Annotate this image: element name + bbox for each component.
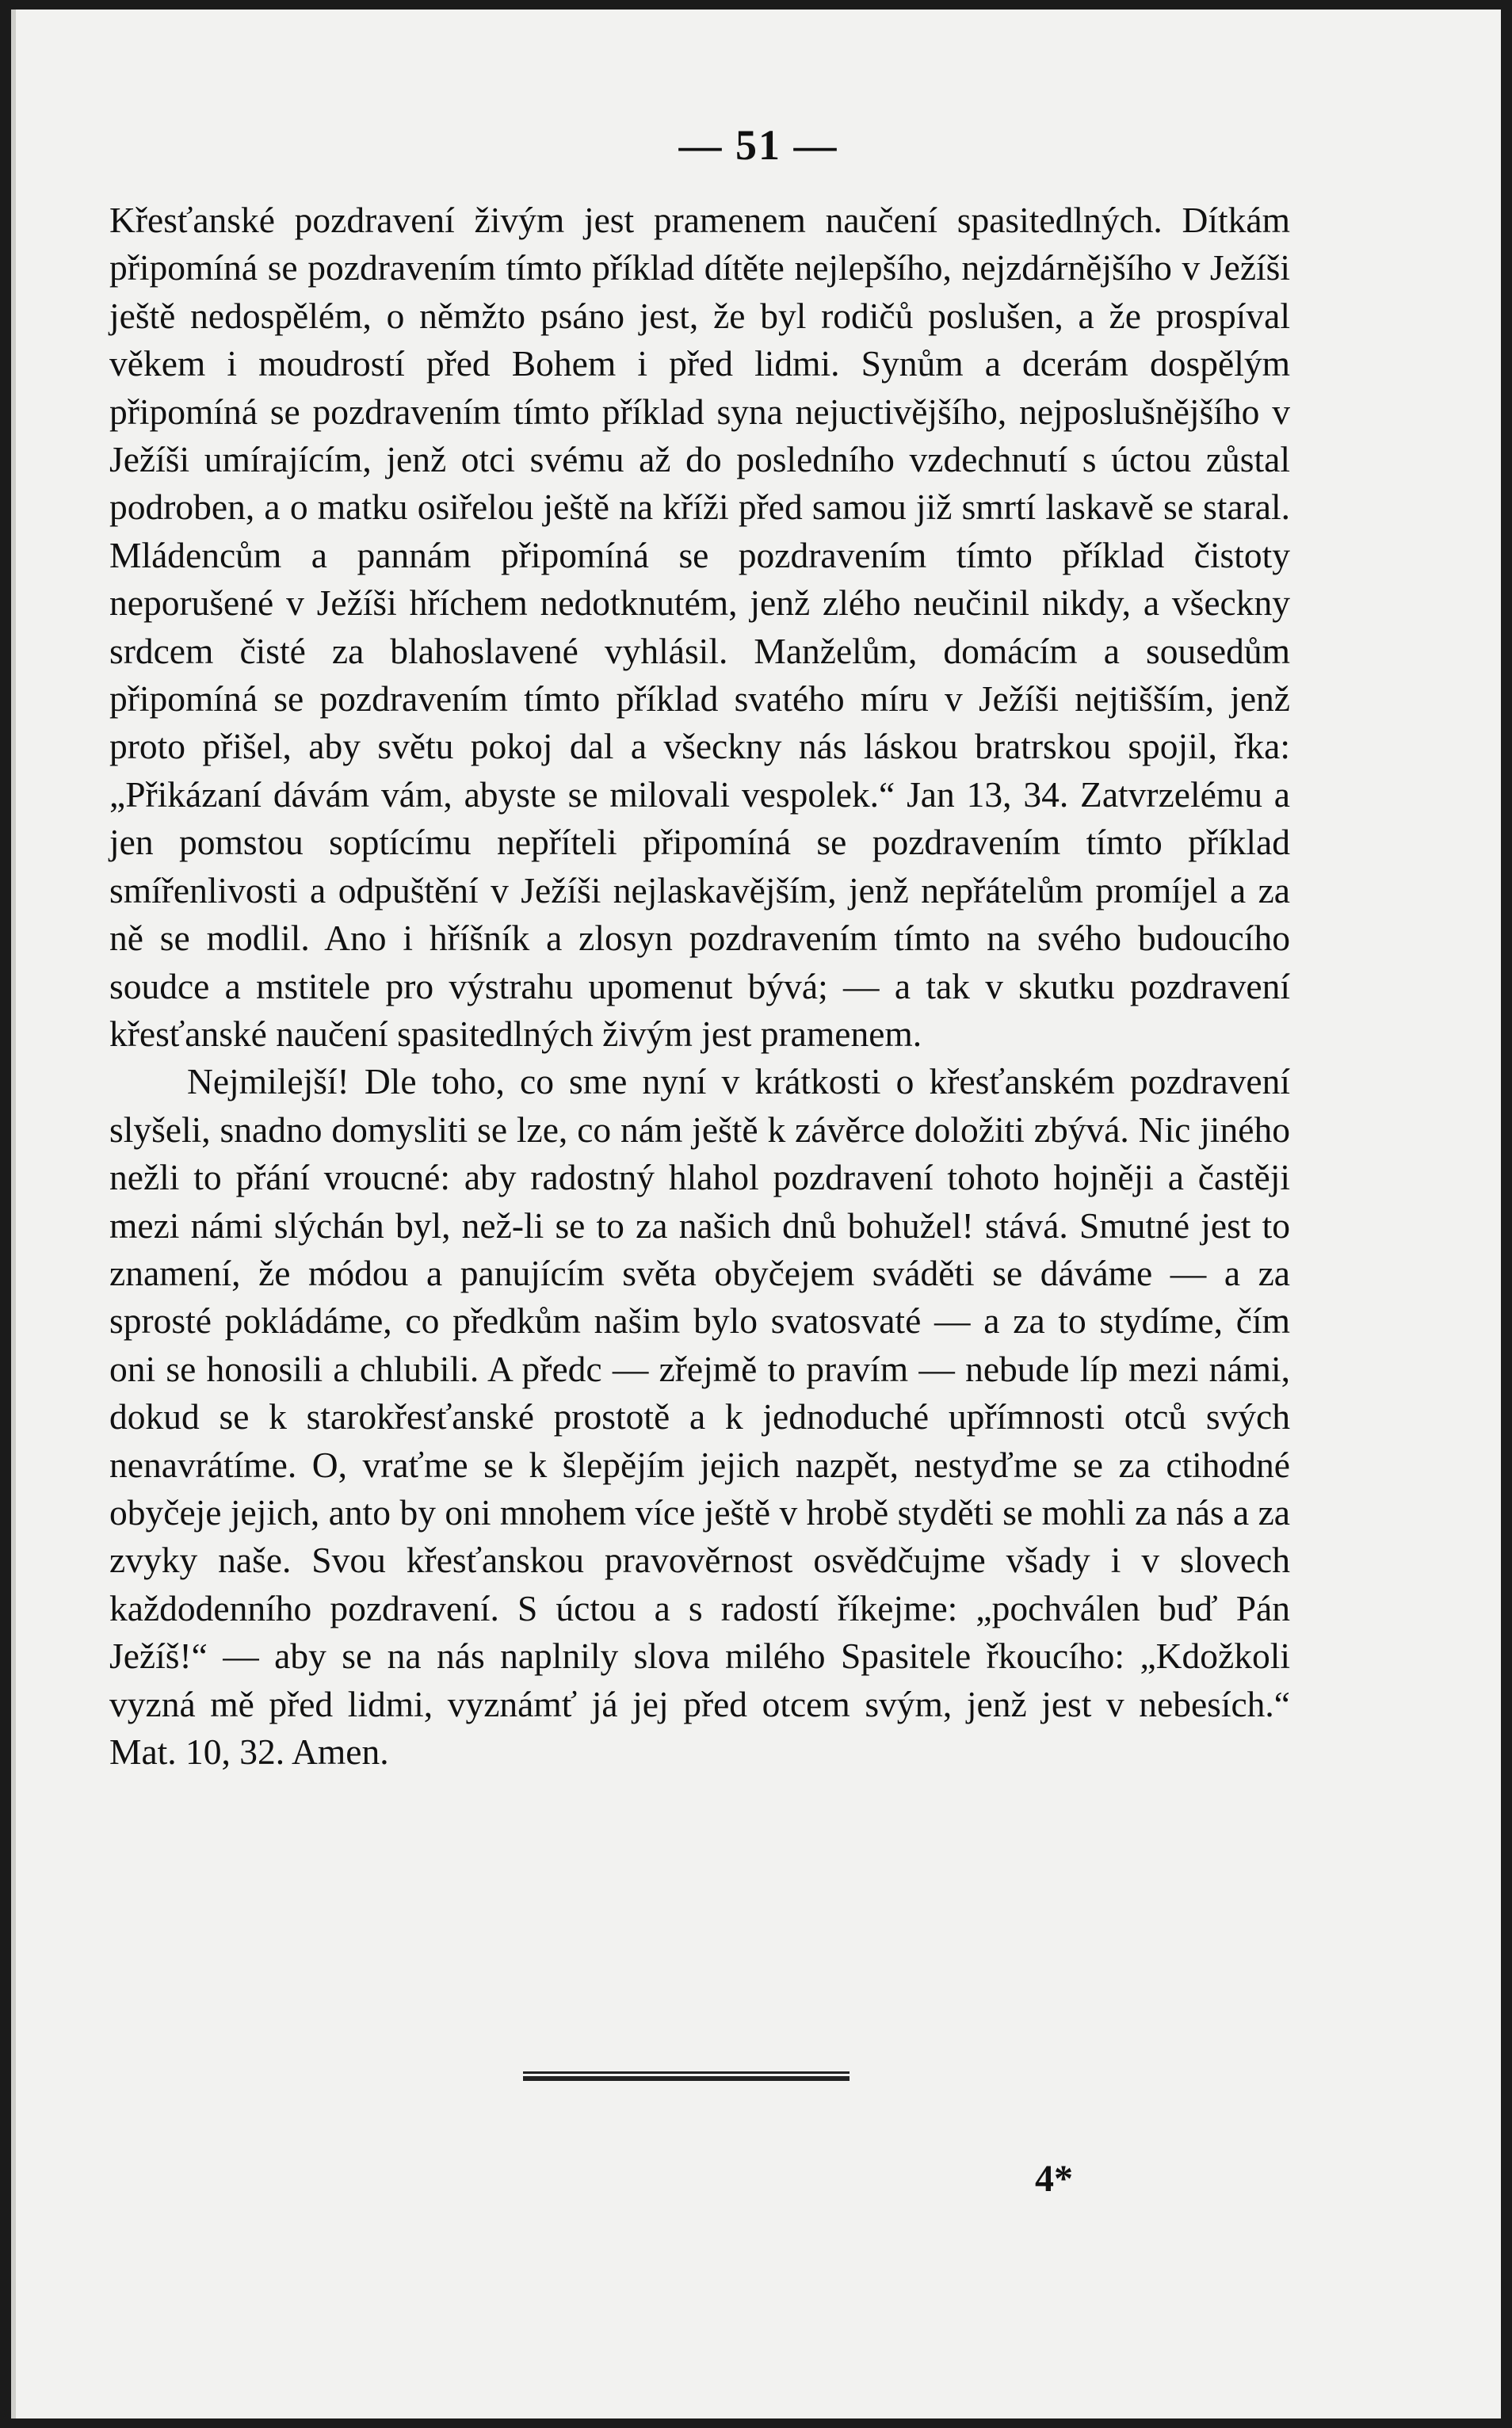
body-text	[109, 197, 1290, 1776]
signature-mark: 4*	[1035, 2158, 1073, 2200]
book-page	[11, 10, 1501, 2418]
paragraph-1: Křesťanské pozdravení živým jest pramenem naučení spasitedlných. Dítkám připomíná se pozdravením tímto příklad dítěte nejlepšího, nejzdárnějšího v Ježíši ještě nedospělém, o němžto psáno jest, že byl rodičů poslušen, a že prospíval věkem i moudrostí před Bohem i před lidmi. Synům a dcerám dospělým připomíná se pozdravením tímto příklad syna nejuctivějšího, nejposlušnějšího v Ježíši umírajícím, jenž otci svému až do posledního vzdechnutí s úctou zůstal podroben, a o matku osiřelou ještě na kříži před samou již smrtí laskavě se staral. Mládencům a pannám připomíná se pozdravením tímto příklad čistoty neporušené v Ježíši hříchem nedotknutém, jenž zlého neučinil nikdy, a všeckny srdcem čisté za blahoslavené vyhlásil. Manželům, domácím a sousedům připomíná se pozdravením tímto příklad svatého míru v Ježíši nejtišším, jenž proto přišel, aby světu pokoj dal a všeckny nás láskou bratrskou spojil, řka: „Přikázaní dávám vám, abyste se milovali vespolek.“ Jan 13, 34. Zatvrzelému a jen pomstou soptícímu nepříteli připomíná se pozdravením tímto příklad smířenlivosti a odpuštění v Ježíši nejlaskavějším, jenž nepřátelům promíjel a za ně se modlil. Ano i hříšník a zlosyn pozdravením tímto na svého budoucího soudce a mstitele pro výstrahu upomenut bývá; — a tak v skutku pozdravení křesťanské naučení spasitedlných živým jest pramenem.	[109, 200, 1290, 1054]
end-rule	[523, 2071, 850, 2081]
page-number-header: — 51 —	[678, 121, 838, 169]
paragraph-2: Nejmilejší! Dle toho, co sme nyní v krátkosti o křesťanském pozdravení slyšeli, snadno domysliti se lze, co nám ještě k závěrce doložiti zbývá. Nic jiného nežli to přání vroucné: aby radostný hlahol pozdravení tohoto hojněji a častěji mezi námi slýchán byl, než-li se to za našich dnů bohužel! stává. Smutné jest to znamení, že módou a panujícím světa obyčejem sváděti se dáváme — a za sprosté pokládáme, co předkům našim bylo svatosvaté — a za to stydíme, čím oni se honosili a chlubili. A předc — zřejmě to pravím — nebude líp mezi námi, dokud se k starokřesťanské prostotě a k jednoduché upřímnosti otců svých nenavrátíme. O, vraťme se k šlepějím jejich nazpět, nestyďme se za ctihodné obyčeje jejich, anto by oni mnohem více ještě v hrobě styděti se mohli za nás a za zvyky naše. Svou křesťanskou pravověrnost osvědčujme všady i v slovech každodenního pozdravení. S úctou a s radostí říkejme: „pochválen buď Pán Ježíš!“ — aby se na nás naplnily slova milého Spasitele řkoucího: „Kdožkoli vyzná mě před lidmi, vyznámť já jej před otcem svým, jenž jest v nebesích.“ Mat. 10, 32. Amen.	[109, 1061, 1290, 1772]
